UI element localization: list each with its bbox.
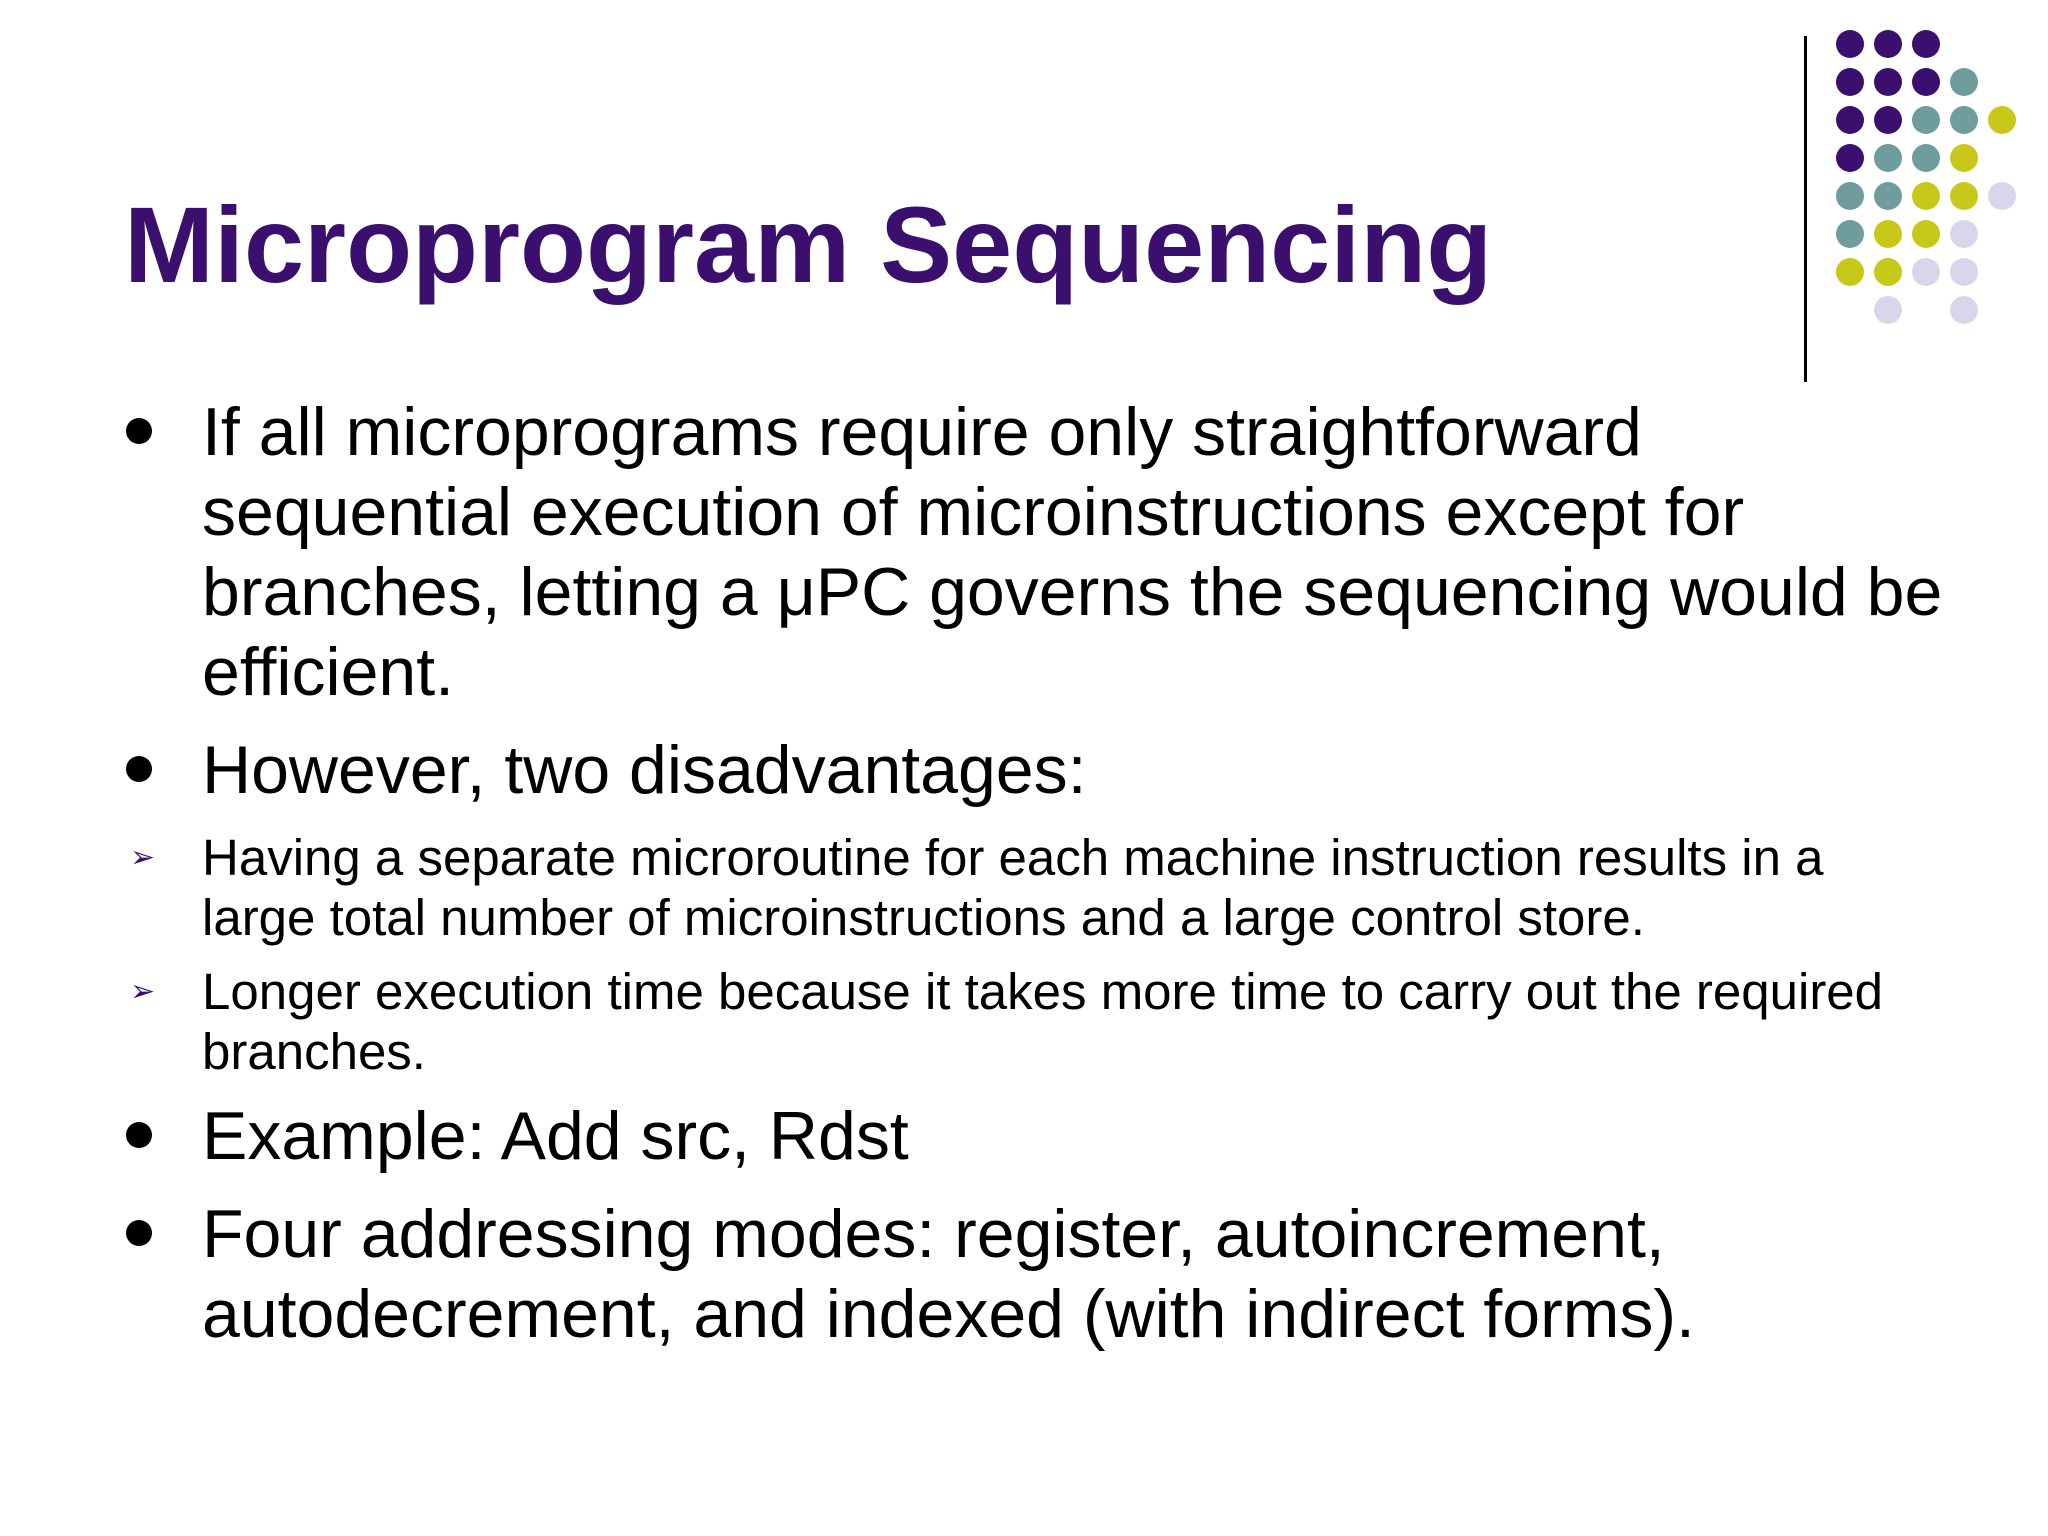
decorative-dot xyxy=(1836,68,1864,96)
decorative-dot xyxy=(1950,296,1978,324)
decorative-dot xyxy=(1912,182,1940,210)
arrowhead-bullet-icon: ➢ xyxy=(130,975,156,1008)
decorative-dot xyxy=(1836,144,1864,172)
decorative-dot xyxy=(1912,144,1940,172)
bullet-dot-icon xyxy=(126,1220,152,1246)
bullet-text: If all microprograms require only straightforward sequential execution of microinstructions except for branches, letting a μPC governs the sequencing would be efficient. xyxy=(202,394,1943,710)
bullet-dot-icon xyxy=(126,1122,152,1148)
decorative-dot xyxy=(1912,30,1940,58)
decorative-dot xyxy=(1836,258,1864,286)
decorative-dot xyxy=(1988,106,2016,134)
decorative-dot-grid xyxy=(1836,30,2016,340)
decorative-dot xyxy=(1874,30,1902,58)
decorative-dot xyxy=(1912,258,1940,286)
sub-bullet-item xyxy=(124,962,1944,1082)
decorative-dot xyxy=(1836,106,1864,134)
decorative-dot xyxy=(1874,182,1902,210)
bullet-item xyxy=(124,1096,1944,1176)
decorative-dot xyxy=(1836,220,1864,248)
decorative-dot xyxy=(1950,258,1978,286)
decorative-dot xyxy=(1912,220,1940,248)
bullet-item xyxy=(124,1194,1944,1354)
title-divider-line xyxy=(1804,36,1807,382)
sub-bullet-text: Longer execution time because it takes more time to carry out the required branches. xyxy=(202,963,1884,1080)
bullet-dot-icon xyxy=(126,418,152,444)
decorative-dot xyxy=(1874,106,1902,134)
bullet-text: Four addressing modes: register, autoincrement, autodecrement, and indexed (with indirect forms). xyxy=(202,1196,1695,1352)
bullet-item xyxy=(124,730,1944,810)
bullet-list xyxy=(124,392,1944,1372)
decorative-dot xyxy=(1950,68,1978,96)
decorative-dot xyxy=(1950,106,1978,134)
sub-bullet-item xyxy=(124,828,1944,948)
decorative-dot xyxy=(1874,220,1902,248)
decorative-dot xyxy=(1836,30,1864,58)
sub-bullet-text: Having a separate microroutine for each machine instruction results in a large total number of microinstructions and a large control store. xyxy=(202,829,1824,946)
decorative-dot xyxy=(1950,144,1978,172)
slide-title: Microprogram Sequencing xyxy=(124,184,1493,305)
decorative-dot xyxy=(1874,68,1902,96)
decorative-dot xyxy=(1950,220,1978,248)
bullet-dot-icon xyxy=(126,756,152,782)
decorative-dot xyxy=(1950,182,1978,210)
decorative-dot xyxy=(1836,182,1864,210)
decorative-dot xyxy=(1874,258,1902,286)
decorative-dot xyxy=(1988,182,2016,210)
decorative-dot xyxy=(1874,296,1902,324)
decorative-dot xyxy=(1912,106,1940,134)
decorative-dot xyxy=(1912,68,1940,96)
bullet-text: However, two disadvantages: xyxy=(202,732,1087,808)
bullet-text: Example: Add src, Rdst xyxy=(202,1098,909,1174)
decorative-dot xyxy=(1874,144,1902,172)
bullet-item xyxy=(124,392,1944,712)
arrowhead-bullet-icon: ➢ xyxy=(130,841,156,874)
